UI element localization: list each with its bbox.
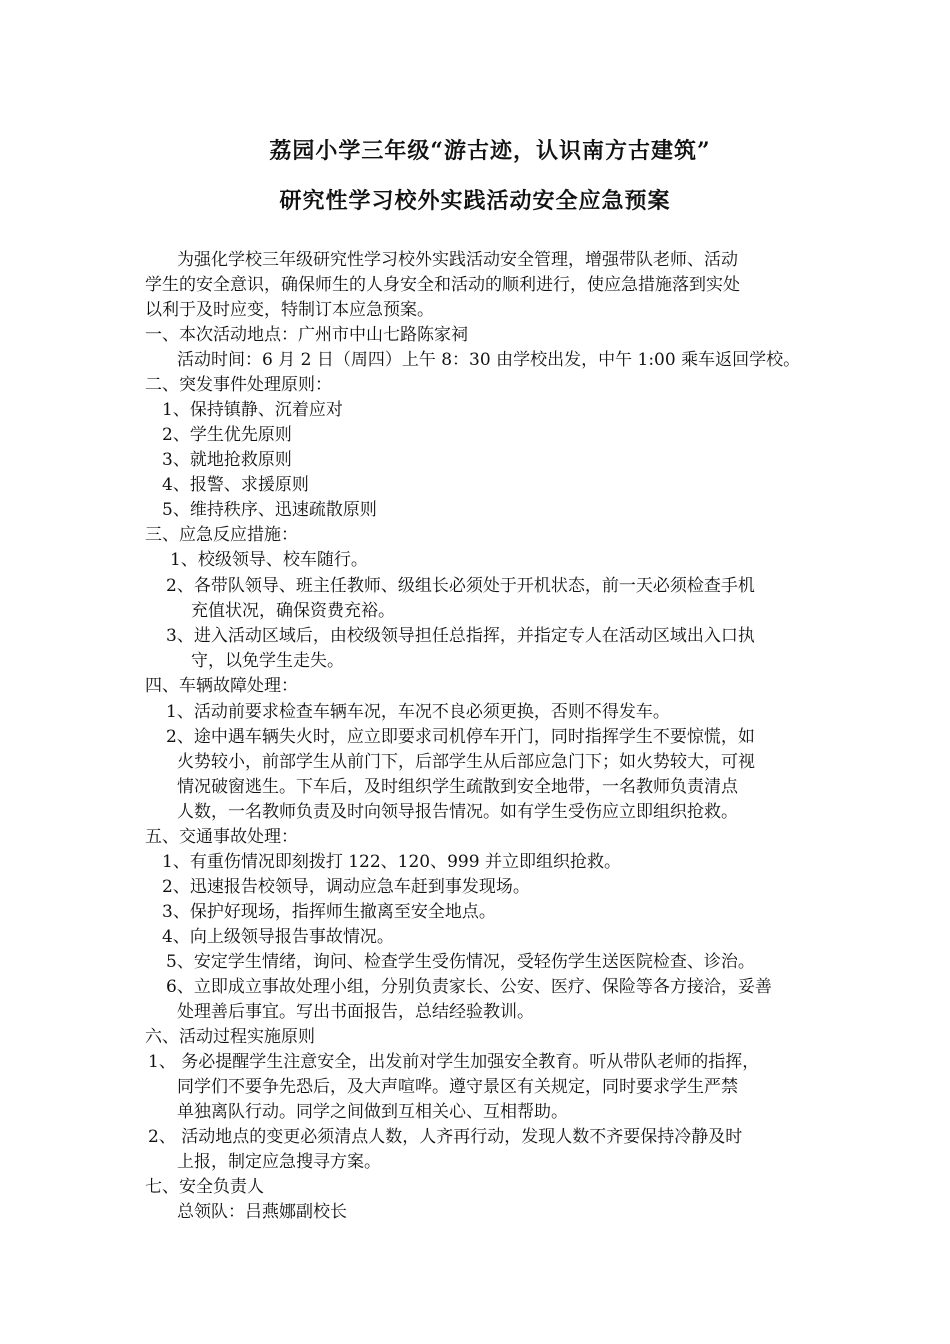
section-5-item-6-line-2: 处理善后事宜。写出书面报告，总结经验教训。 [177,1002,534,1022]
section-3-item-3-line-2: 守，以免学生走失。 [191,651,344,671]
intro-line-2: 学生的安全意识，确保师生的人身安全和活动的顺利进行，使应急措施落到实处 [145,275,740,295]
section-6-item-2-line-2: 上报，制定应急搜寻方案。 [177,1152,381,1172]
section-7-heading: 七、安全负责人 [145,1177,264,1197]
intro-line-1: 为强化学校三年级研究性学习校外实践活动安全管理，增强带队老师、活动 [177,250,738,270]
section-3-item-2-line-2: 充值状况，确保资费充裕。 [191,601,395,621]
section-2-item: 3、就地抢救原则 [162,450,292,470]
section-4-heading: 四、车辆故障处理： [145,676,298,696]
section-5-item: 4、向上级领导报告事故情况。 [162,927,394,947]
section-2-item: 2、学生优先原则 [162,425,292,445]
section-4-item-2-line-3: 情况破窗逃生。下车后，及时组织学生疏散到安全地带，一名教师负责清点 [177,777,738,797]
section-5-heading: 五、交通事故处理： [145,827,298,847]
section-4-item-1: 1、活动前要求检查车辆车况，车况不良必须更换，否则不得发车。 [166,702,670,722]
section-2-heading: 二、突发事件处理原则： [145,375,332,395]
section-2-item: 5、维持秩序、迅速疏散原则 [162,500,377,520]
section-4-item-2-line-4: 人数，一名教师负责及时向领导报告情况。如有学生受伤应立即组织抢救。 [177,802,738,822]
section-6-item-2-line-1: 2、 活动地点的变更必须清点人数，人齐再行动，发现人数不齐要保持冷静及时 [148,1127,743,1147]
section-3-item-3-line-1: 3、进入活动区域后，由校级领导担任总指挥，并指定专人在活动区域出入口执 [166,626,755,646]
section-1-heading: 一、本次活动地点：广州市中山七路陈家祠 [145,325,468,345]
section-3-heading: 三、应急反应措施： [145,525,298,545]
section-2-item: 4、报警、求援原则 [162,475,309,495]
document-title-line2: 研究性学习校外实践活动安全应急预案 [279,188,671,214]
activity-time: 活动时间：6 月 2 日（周四）上午 8：30 由学校出发，中午 1:00 乘车返回学校。 [177,350,801,370]
section-3-item-2-line-1: 2、各带队领导、班主任教师、级组长必须处于开机状态，前一天必须检查手机 [166,576,755,596]
safety-leader: 总领队：吕燕娜副校长 [177,1202,347,1222]
section-6-item-1-line-2: 同学们不要争先恐后，及大声喧哗。遵守景区有关规定，同时要求学生严禁 [177,1077,738,1097]
section-4-item-2-line-1: 2、途中遇车辆失火时，应立即要求司机停车开门，同时指挥学生不要惊慌，如 [166,727,755,747]
section-6-item-1-line-1: 1、 务必提醒学生注意安全，出发前对学生加强安全教育。听从带队老师的指挥， [148,1052,760,1072]
section-5-item-6-line-1: 6、立即成立事故处理小组，分别负责家长、公安、医疗、保险等各方接洽，妥善 [166,977,772,997]
intro-line-3: 以利于及时应变，特制订本应急预案。 [145,300,434,320]
section-6-heading: 六、活动过程实施原则 [145,1027,315,1047]
section-2-item: 1、保持镇静、沉着应对 [162,400,343,420]
section-4-item-2-line-2: 火势较小，前部学生从前门下，后部学生从后部应急门下；如火势较大，可视 [177,752,755,772]
section-5-item: 1、有重伤情况即刻拨打 122、120、999 并立即组织抢救。 [162,852,621,872]
section-3-item-1: 1、校级领导、校车随行。 [170,550,368,570]
section-6-item-1-line-3: 单独离队行动。同学之间做到互相关心、互相帮助。 [177,1102,568,1122]
section-5-item: 3、保护好现场，指挥师生撤离至安全地点。 [162,902,496,922]
section-5-item: 5、安定学生情绪，询问、检查学生受伤情况，受轻伤学生送医院检查、诊治。 [166,952,755,972]
section-5-item: 2、迅速报告校领导，调动应急车赶到事发现场。 [162,877,530,897]
document-title-line1: 荔园小学三年级“游古迹，认识南方古建筑” [269,138,711,164]
